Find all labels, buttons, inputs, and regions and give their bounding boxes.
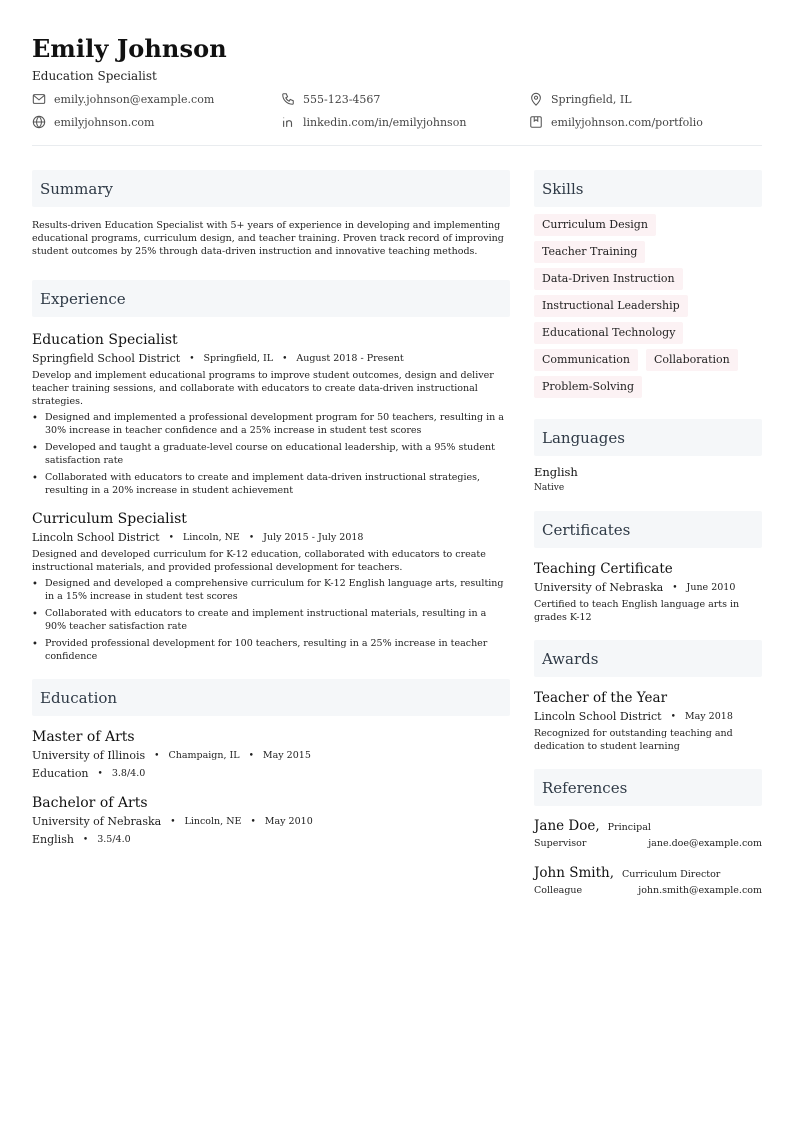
achievement-item: • Provided professional development for 100 teachers, resulting in a 25% increase in teacher confidence (32, 637, 510, 663)
header-divider (32, 145, 762, 146)
reference-entry (534, 818, 762, 849)
achievement-item: • Designed and developed a comprehensive curriculum for K-12 English language arts, resulting in a 15% increase in student test scores (32, 577, 510, 603)
school-location: Lincoln, NE (184, 816, 242, 827)
summary-text: Results-driven Education Specialist with 5+ years of experience in developing and implementing educational programs, curriculum design, and teacher training. Proven track record of improving student outcomes by 25% through data-driven instruction and innovative teaching methods. (32, 220, 504, 257)
award-title: Teacher of the Year (534, 690, 668, 706)
job-dates: August 2018 - Present (296, 353, 404, 364)
education-meta (32, 815, 510, 828)
contact-linkedin-text: linkedin.com/in/emilyjohnson (303, 115, 467, 129)
skill-tag: Collaboration (646, 349, 738, 371)
contact-website[interactable] (32, 114, 281, 130)
contact-email-text: emily.johnson@example.com (54, 92, 215, 106)
reference-email[interactable]: jane.doe@example.com (648, 838, 762, 849)
certificate-issuer: University of Nebraska (534, 581, 664, 594)
award-issuer: Lincoln School District (534, 710, 662, 723)
candidate-name: Emily Johnson (32, 34, 227, 63)
reference-email[interactable]: john.smith@example.com (638, 885, 762, 896)
school-name: University of Nebraska (32, 815, 162, 828)
gpa: 3.5/4.0 (97, 834, 131, 845)
education-entry (32, 728, 510, 780)
reference-relation: Colleague (534, 885, 583, 896)
main-column (32, 170, 510, 846)
contact-portfolio[interactable] (529, 114, 762, 130)
reference-name: John Smith, (534, 865, 614, 881)
certificate-description: Certified to teach English language arts in grades K-12 (534, 599, 740, 623)
separator-dot: • (82, 834, 89, 845)
education-field (32, 767, 510, 780)
reference-position: Principal (607, 822, 651, 833)
contact-location-text: Springfield, IL (551, 92, 632, 106)
linkedin-icon (281, 115, 295, 129)
experience-heading: Experience (32, 280, 510, 317)
job-achievements (32, 411, 510, 497)
achievement-item: • Collaborated with educators to create and implement data-driven instructional strategies, resulting in a 20% increase in student achievement (32, 471, 510, 497)
contact-linkedin[interactable] (281, 114, 529, 130)
job-organization: Springfield School District (32, 352, 181, 365)
education-entry (32, 794, 510, 846)
language-entry (534, 465, 762, 493)
award-description: Recognized for outstanding teaching and dedication to student learning (534, 728, 733, 752)
school-name: University of Illinois (32, 749, 146, 762)
education-heading: Education (32, 679, 510, 716)
award-meta (534, 710, 762, 723)
degree-title: Master of Arts (32, 729, 135, 745)
certificate-title: Teaching Certificate (534, 561, 673, 577)
contact-website-text: emilyjohnson.com (54, 115, 155, 129)
languages-heading: Languages (534, 419, 762, 456)
language-name: English (534, 465, 578, 479)
separator-dot: • (97, 768, 103, 779)
portfolio-icon (529, 115, 543, 129)
job-title: Curriculum Specialist (32, 511, 187, 527)
candidate-title: Education Specialist (32, 69, 157, 83)
achievement-item: • Developed and taught a graduate-level course on educational leadership, with a 95% student satisfaction rate (32, 441, 510, 467)
job-meta (32, 352, 510, 365)
separator-dot: • (250, 816, 256, 827)
skill-tag: Curriculum Design (534, 214, 656, 236)
experience-entry (32, 331, 510, 497)
reference-name: Jane Doe, (534, 818, 600, 834)
skills-heading: Skills (534, 170, 762, 207)
school-location: Champaign, IL (168, 750, 240, 761)
job-location: Springfield, IL (203, 353, 274, 364)
summary-heading: Summary (32, 170, 510, 207)
job-dates: July 2015 - July 2018 (263, 532, 364, 543)
skill-tag: Communication (534, 349, 638, 371)
contact-phone[interactable] (281, 91, 529, 107)
certificate-meta (534, 581, 762, 594)
resume-header (32, 34, 762, 130)
globe-icon (32, 115, 46, 129)
graduation-date: May 2015 (262, 750, 311, 761)
separator-dot: • (170, 816, 176, 827)
job-meta (32, 531, 510, 544)
contact-portfolio-text: emilyjohnson.com/portfolio (551, 115, 703, 129)
certificates-heading: Certificates (534, 511, 762, 548)
skill-tag: Educational Technology (534, 322, 683, 344)
contact-location (529, 91, 762, 107)
separator-dot: • (154, 750, 160, 761)
achievement-item: • Collaborated with educators to create and implement instructional materials, resulting in a 90% teacher satisfaction rate (32, 607, 510, 633)
separator-dot: • (248, 750, 254, 761)
sidebar-column (534, 170, 762, 896)
skill-tag: Data-Driven Instruction (534, 268, 683, 290)
skill-tag: Teacher Training (534, 241, 645, 263)
reference-position: Curriculum Director (622, 869, 721, 880)
achievement-item: • Designed and implemented a professional development program for 50 teachers, resulting in a 30% increase in teacher confidence and a 25% increase in student test scores (32, 411, 510, 437)
language-level: Native (534, 483, 565, 493)
graduation-date: May 2010 (264, 816, 313, 827)
skills-list (534, 214, 762, 403)
separator-dot: • (248, 532, 255, 543)
field-of-study: English (32, 833, 74, 846)
reference-entry (534, 865, 762, 896)
job-description: Designed and developed curriculum for K-12 education, collaborated with educators to create instructional materials, and provided professional development for teachers. (32, 549, 486, 573)
degree-title: Bachelor of Arts (32, 795, 148, 811)
award-entry (534, 689, 762, 753)
references-heading: References (534, 769, 762, 806)
contact-phone-text: 555-123-4567 (303, 92, 381, 106)
certificate-date: June 2010 (686, 582, 736, 593)
award-date: May 2018 (684, 711, 733, 722)
field-of-study: Education (32, 767, 89, 780)
certificate-entry (534, 560, 762, 624)
job-location: Lincoln, NE (182, 532, 240, 543)
job-title: Education Specialist (32, 332, 178, 348)
job-organization: Lincoln School District (32, 531, 160, 544)
separator-dot: • (670, 711, 676, 722)
mail-icon (32, 92, 46, 106)
awards-heading: Awards (534, 640, 762, 677)
reference-relation: Supervisor (534, 838, 587, 849)
skill-tag: Problem-Solving (534, 376, 642, 398)
separator-dot: • (168, 532, 174, 543)
education-meta (32, 749, 510, 762)
phone-icon (281, 92, 295, 106)
contact-list (32, 91, 762, 130)
separator-dot: • (282, 353, 288, 364)
separator-dot: • (672, 582, 678, 593)
location-icon (529, 92, 543, 106)
contact-email[interactable] (32, 91, 281, 107)
skill-tag: Instructional Leadership (534, 295, 688, 317)
separator-dot: • (189, 353, 195, 364)
job-description: Develop and implement educational programs to improve student outcomes, design and deliver teacher training sessions, and collaborate with educators to create data-driven instructional strategies. (32, 370, 494, 407)
education-field (32, 833, 510, 846)
job-achievements (32, 577, 510, 663)
gpa: 3.8/4.0 (111, 768, 146, 779)
experience-entry (32, 510, 510, 663)
